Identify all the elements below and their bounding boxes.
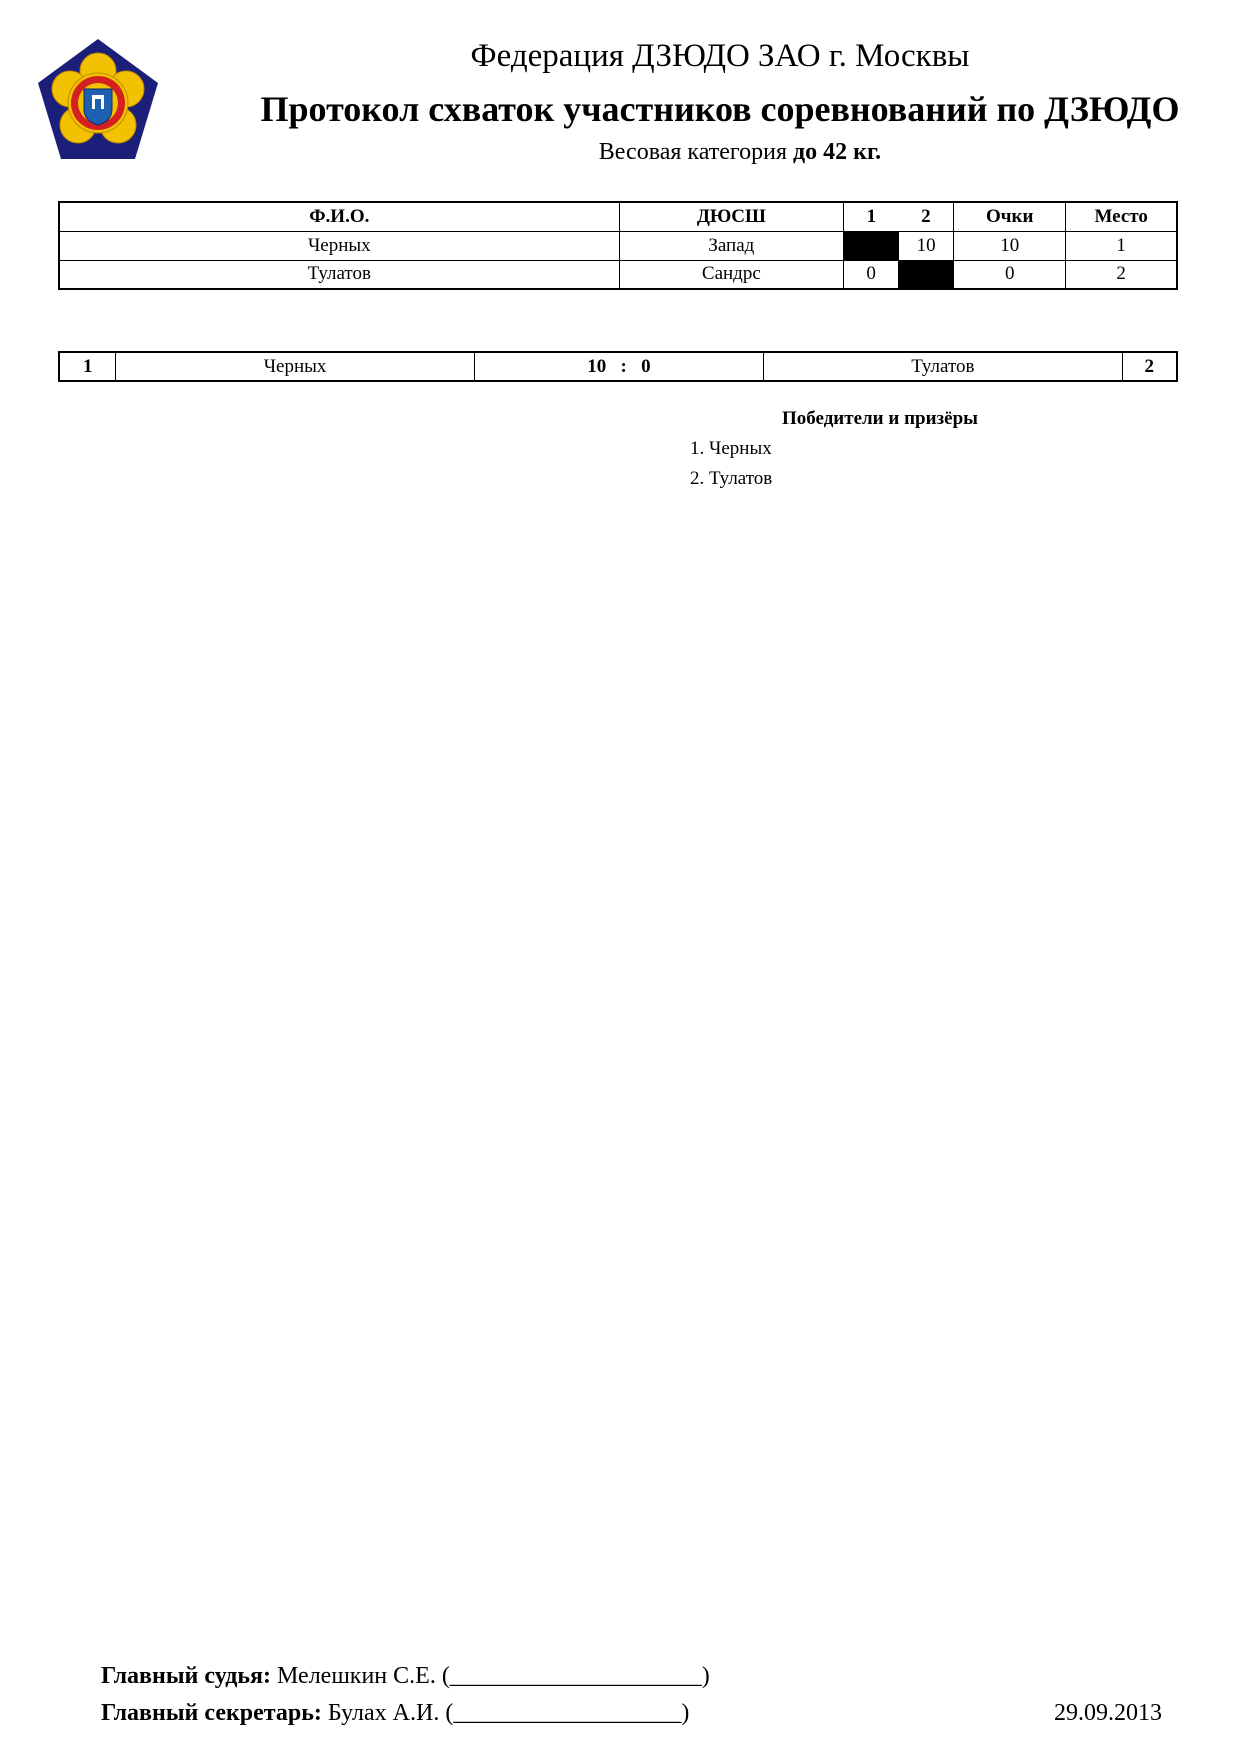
header-name: Ф.И.О. <box>59 202 619 231</box>
results-table <box>58 201 1178 290</box>
cell-place: 2 <box>1066 260 1177 289</box>
bout-row <box>59 352 1177 381</box>
cell-score: 10 <box>899 231 954 260</box>
federation-emblem-icon <box>34 37 162 165</box>
chief-judge-label: Главный судья: <box>101 1663 272 1689</box>
bout-score-separator: : <box>620 355 627 377</box>
weight-category-label: Весовая категория <box>598 139 788 165</box>
cell-club: Запад <box>619 231 843 260</box>
weight-category-value: до 42 кг. <box>793 139 882 165</box>
bout-score-left: 10 <box>587 355 607 377</box>
cell-club: Сандрс <box>619 260 843 289</box>
chief-secretary-line <box>101 1700 689 1727</box>
results-header-row <box>59 202 1177 231</box>
header-points: Очки <box>954 202 1066 231</box>
federation-name: Федерация ДЗЮДО ЗАО г. Москвы <box>470 38 970 74</box>
bout-left-name: Черных <box>116 352 474 381</box>
list-item: 1. Черных <box>690 438 772 459</box>
weight-category <box>400 139 1080 166</box>
cell-place: 1 <box>1066 231 1177 260</box>
chief-judge-line <box>101 1663 710 1690</box>
header-col-1: 1 <box>844 202 899 231</box>
cell-points: 0 <box>954 260 1066 289</box>
header-col-2: 2 <box>899 202 954 231</box>
table-row <box>59 260 1177 289</box>
chief-secretary-label: Главный секретарь: <box>101 1700 322 1726</box>
bout-table <box>58 351 1178 382</box>
bout-right-name: Тулатов <box>764 352 1122 381</box>
bout-left-number: 1 <box>59 352 116 381</box>
cell-blocked <box>844 231 899 260</box>
header-club: ДЮСШ <box>619 202 843 231</box>
winners-title: Победители и призёры <box>781 408 979 429</box>
cell-blocked <box>899 260 954 289</box>
table-row <box>59 231 1177 260</box>
bout-score-right: 0 <box>641 355 651 377</box>
cell-name: Черных <box>59 231 619 260</box>
chief-judge-value: Мелешкин С.Е. (_____________________) <box>277 1663 710 1689</box>
winners-block <box>690 408 1040 490</box>
list-item: 2. Тулатов <box>690 468 773 489</box>
bout-right-number: 2 <box>1122 352 1177 381</box>
document-date: 29.09.2013 <box>1054 1700 1162 1726</box>
cell-score: 0 <box>844 260 899 289</box>
header-place: Место <box>1066 202 1177 231</box>
cell-points: 10 <box>954 231 1066 260</box>
chief-secretary-value: Булах А.И. (___________________) <box>327 1700 690 1726</box>
bout-score <box>474 352 763 381</box>
page-title: Протокол схваток участников соревнований по ДЗЮДО <box>260 89 1180 129</box>
cell-name: Тулатов <box>59 260 619 289</box>
